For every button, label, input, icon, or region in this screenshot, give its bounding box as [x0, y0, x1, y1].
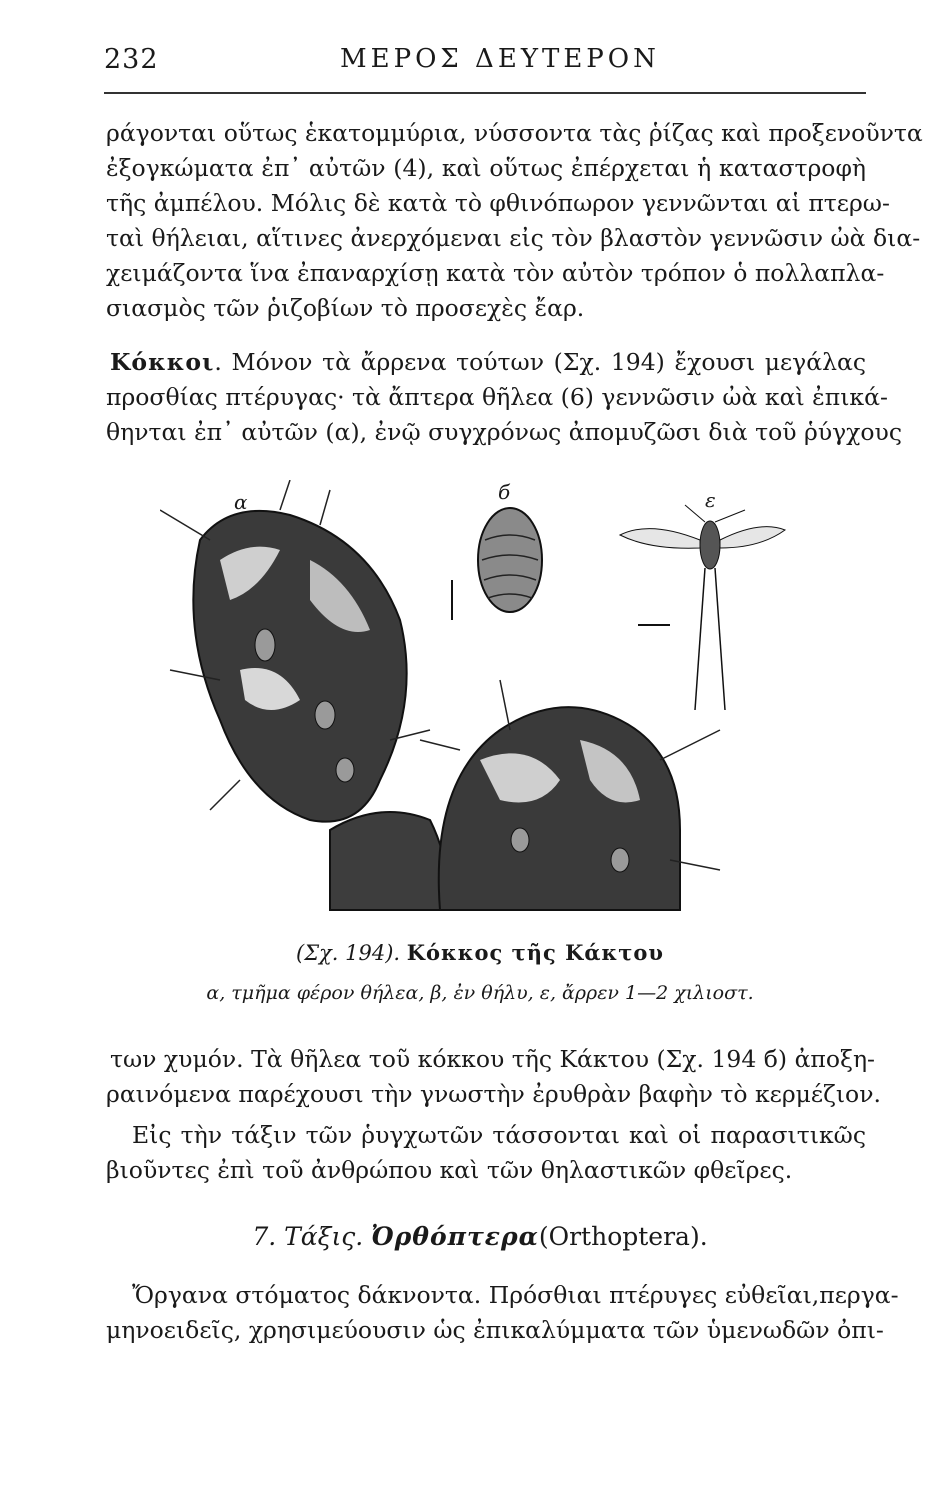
- cactus-pad-left: [160, 480, 430, 822]
- figure-label-b: б: [498, 480, 511, 504]
- figure-label-e: ε: [705, 488, 716, 512]
- section-heading-order-7: [100, 1222, 860, 1251]
- page-number: 232: [104, 44, 159, 75]
- text-line: μηνοειδεῖς, χρησιμεύουσιν ὡς ἐπικαλύμματα τῶν ὑμενωδῶν ὀπι-: [106, 1316, 884, 1344]
- figure-title: Κόκκος τῆς Κάκτου: [406, 940, 664, 965]
- order-latin: (Orthoptera).: [538, 1222, 708, 1251]
- text-line: ράγονται οὕτως ἑκατομμύρια, νύσσοντα τὰς ῥίζας καὶ προξενοῦντα: [106, 119, 923, 147]
- order-name: Ὀρθόπτερα: [371, 1222, 539, 1251]
- text-line: των χυμόν. Τὰ θῆλεα τοῦ κόκκου τῆς Κάκτου (Σχ. 194 б) ἀποξη-: [110, 1045, 875, 1073]
- cactus-pad-bottom: [330, 812, 450, 910]
- text-line: ἐξογκώματα ἐπ᾽ αὐτῶν (4), καὶ οὕτως ἐπέρχεται ἡ καταστροφὴ: [106, 154, 866, 182]
- cochineal-figure: [160, 480, 800, 920]
- cactus-pad-right: [420, 680, 720, 910]
- kokkoi-text: . Μόνον τὰ ἄρρενα τούτων (Σχ. 194) ἔχουσι μεγάλας: [214, 348, 866, 376]
- text-line: [110, 345, 866, 379]
- order-number: 7. Τάξις.: [252, 1222, 364, 1251]
- section-heading-kokkoi: Κόκκοι: [110, 348, 215, 376]
- figure-caption: [100, 940, 860, 965]
- female-insect: [452, 508, 542, 620]
- figure-ref: (Σχ. 194).: [296, 941, 401, 965]
- text-line: Εἰς τὴν τάξιν τῶν ῥυγχωτῶν τάσσονται καὶ οἱ παρασιτικῶς: [132, 1121, 866, 1149]
- text-line: σιασμὸς τῶν ῥιζοβίων τὸ προσεχὲς ἔαρ.: [106, 294, 585, 322]
- header-rule: [104, 92, 866, 94]
- male-insect: [620, 505, 785, 710]
- cochineal-illustration: [160, 480, 800, 920]
- figure-label-a: α: [234, 490, 248, 514]
- figure-legend: α, τμῆμα φέρον θήλεα, β, ἐν θήλυ, ε, ἄρρεν 1—2 χιλιοστ.: [206, 982, 754, 1004]
- running-title: ΜΕΡΟΣ ΔΕΥΤΕΡΟΝ: [340, 44, 660, 74]
- text-line: Ὄργανα στόματος δάκνοντα. Πρόσθιαι πτέρυγες εὐθεῖαι,περγα-: [132, 1281, 899, 1309]
- page-header: [104, 44, 866, 84]
- text-line: τῆς ἀμπέλου. Μόλις δὲ κατὰ τὸ φθινόπωρον γεννῶνται αἱ πτερω-: [106, 189, 890, 217]
- text-line: θηνται ἐπ᾽ αὐτῶν (α), ἐνῷ συγχρόνως ἀπομυζῶσι διὰ τοῦ ῥύγχους: [106, 418, 902, 446]
- text-line: προσθίας πτέρυγας· τὰ ἄπτερα θῆλεα (6) γεννῶσιν ὠὰ καὶ ἐπικά-: [106, 383, 888, 411]
- text-line: ταὶ θήλειαι, αἵτινες ἀνερχόμεναι εἰς τὸν βλαστὸν γεννῶσιν ὠὰ δια-: [106, 224, 921, 252]
- text-line: ραινόμενα παρέχουσι τὴν γνωστὴν ἐρυθρὰν βαφὴν τὸ κερμέζιον.: [106, 1080, 881, 1108]
- text-line: βιοῦντες ἐπὶ τοῦ ἀνθρώπου καὶ τῶν θηλαστικῶν φθεῖρες.: [106, 1156, 793, 1184]
- text-line: χειμάζοντα ἵνα ἐπαναρχίσῃ κατὰ τὸν αὐτὸν τρόπον ὁ πολλαπλα-: [106, 259, 885, 287]
